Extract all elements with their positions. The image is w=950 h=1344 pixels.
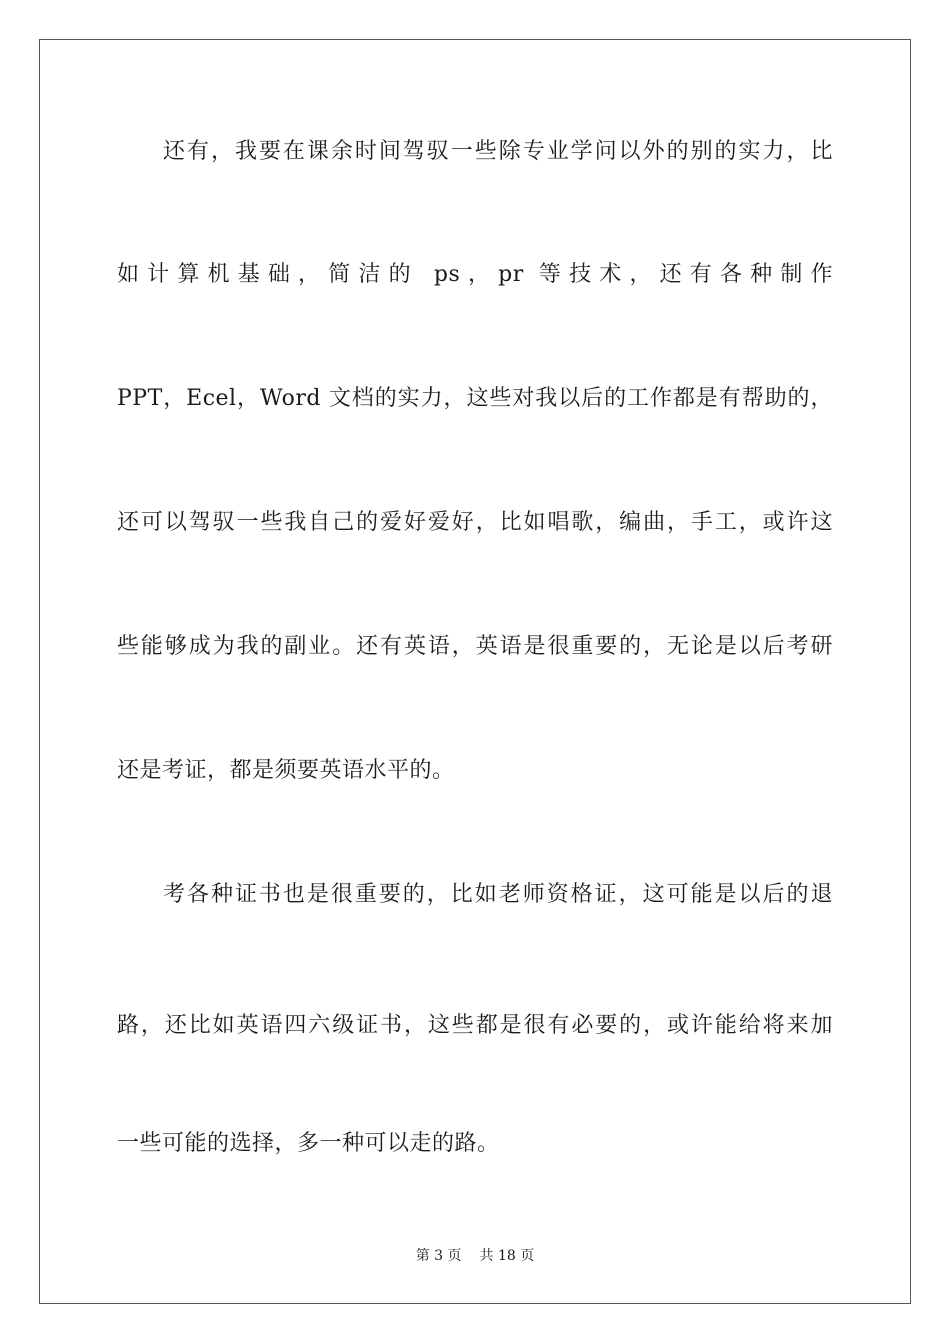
paragraph-line: 一些可能的选择，多一种可以走的路。: [117, 1131, 500, 1156]
paragraph-line: 如计算机基础，简洁的 ps，pr 等技术，还有各种制作: [117, 262, 833, 287]
paragraph-line: PPT，Ecel，Word 文档的实力，这些对我以后的工作都是有帮助的，: [117, 386, 833, 411]
paragraph-line: 些能够成为我的副业。还有英语，英语是很重要的，无论是以后考研: [117, 634, 833, 659]
page-border: [39, 39, 911, 1304]
paragraph-line: 考各种证书也是很重要的，比如老师资格证，这可能是以后的退: [163, 882, 833, 907]
page-total: 共 18 页: [479, 1248, 535, 1264]
page-number: 第 3 页: [415, 1248, 462, 1264]
paragraph-line: 路，还比如英语四六级证书，这些都是很有必要的，或许能给将来加: [117, 1013, 833, 1038]
paragraph-line: 还是考证，都是须要英语水平的。: [117, 758, 455, 783]
page-footer: [0, 1246, 950, 1266]
paragraph-line: 还有，我要在课余时间驾驭一些除专业学问以外的别的实力，比: [163, 139, 833, 164]
paragraph-line: 还可以驾驭一些我自己的爱好爱好，比如唱歌，编曲，手工，或许这: [117, 510, 833, 535]
